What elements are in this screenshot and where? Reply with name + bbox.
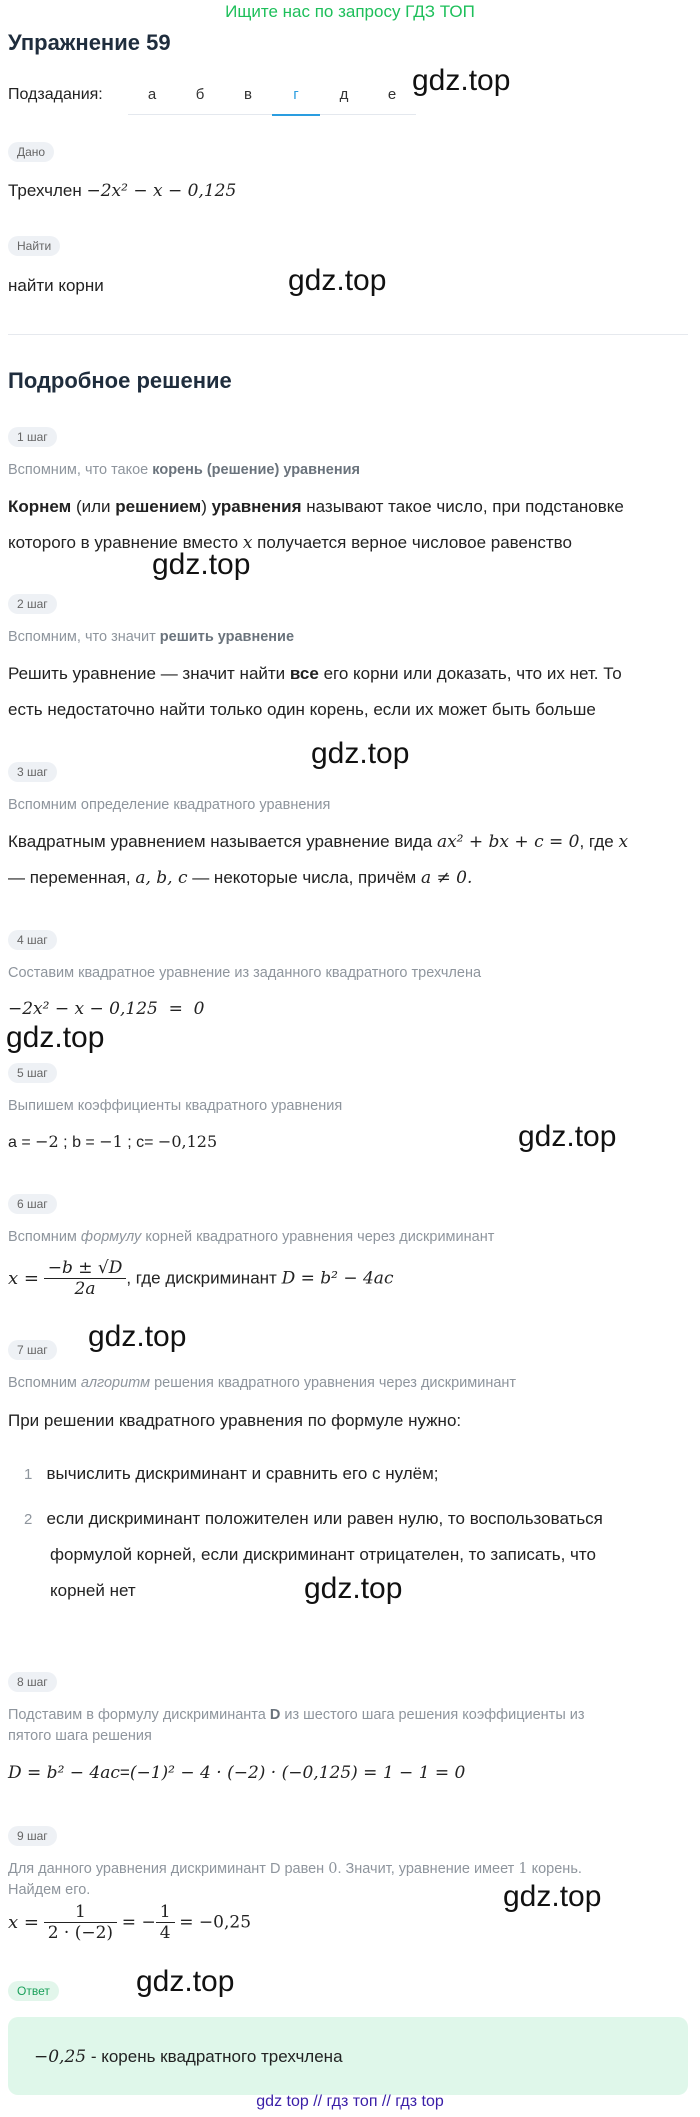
step-pill: 3 шаг — [8, 762, 57, 782]
given-text: Трехчлен −2x² − x − 0,125 — [8, 181, 237, 201]
watermark: gdz.top — [288, 264, 387, 297]
step-hint: Вспомним формулу корней квадратного уравнения через дискриминант — [8, 1229, 495, 1245]
find-pill: Найти — [8, 236, 60, 256]
step-hint: Для данного уравнения дискриминант D равен 0. Значит, уравнение имеет 1 корень. — [8, 1861, 582, 1877]
watermark: gdz.top — [412, 64, 511, 97]
footer-links[interactable]: gdz top // гдз топ // гдз top — [256, 2093, 444, 2110]
step-text: которого в уравнение вместо x получается верное числовое равенство — [8, 533, 572, 553]
step-text: Квадратным уравнением называется уравнение вида ax² + bx + c = 0, где x — [8, 832, 629, 852]
step-hint: Вспомним, что значит решить уравнение — [8, 629, 295, 645]
list-item: 1 вычислить дискриминант и сравнить его с нулём; — [24, 1464, 439, 1483]
subtask-tab-d[interactable]: д — [320, 76, 368, 115]
page-title: Упражнение 59 — [8, 30, 171, 55]
step-text: При решении квадратного уравнения по формуле нужно: — [8, 1411, 462, 1430]
step-text: — переменная, a, b, c — некоторые числа, причём a ≠ 0. — [8, 868, 473, 888]
step-text: есть недостаточно найти только один корень, если их может быть больше — [8, 700, 596, 719]
watermark: gdz.top — [88, 1320, 187, 1353]
subtask-tab-g[interactable]: г — [272, 76, 320, 116]
answer-pill: Ответ — [8, 1981, 59, 2001]
step-hint: Составим квадратное уравнение из заданного квадратного трехчлена — [8, 965, 482, 981]
step-pill: 1 шаг — [8, 427, 57, 447]
step-text: Решить уравнение — значит найти все его корни или доказать, что их нет. То — [8, 664, 622, 683]
watermark: gdz.top — [6, 1021, 105, 1054]
list-item-line: формулой корней, если дискриминант отрицателен, то записать, что — [50, 1545, 596, 1564]
given-pill: Дано — [8, 142, 54, 162]
discriminant-calc: D = b² − 4ac=(−1)² − 4 · (−2) · (−0,125) = 1 − 1 = 0 — [8, 1763, 466, 1783]
subtask-tabs — [128, 76, 416, 116]
step-hint: Подставим в формулу дискриминанта D из шестого шага решения коэффициенты из — [8, 1707, 585, 1723]
step-pill: 2 шаг — [8, 594, 57, 614]
step-hint: Вспомним определение квадратного уравнения — [8, 797, 331, 813]
step-pill: 4 шаг — [8, 930, 57, 950]
step-pill: 9 шаг — [8, 1826, 57, 1846]
subtask-tab-e[interactable]: е — [368, 76, 416, 115]
answer-text: −0,25 - корень квадратного трехчлена — [34, 2047, 343, 2067]
promo-banner[interactable]: Ищите нас по запросу ГДЗ ТОП — [225, 2, 475, 21]
coefficients: a = −2 ; b = −1 ; c= −0,125 — [8, 1132, 218, 1151]
watermark: gdz.top — [311, 737, 410, 770]
list-item: 2 если дискриминант положителен или равен нулю, то воспользоваться — [24, 1509, 603, 1528]
step-pill: 7 шаг — [8, 1340, 57, 1360]
root-formula: x = $\frac{-b \pm √D}{2a}$ , где дискриминант D = b² − 4ac — [8, 1258, 394, 1299]
subtasks-label: Подзадания: — [8, 86, 103, 103]
solution-title: Подробное решение — [8, 368, 232, 393]
divider — [8, 334, 688, 335]
watermark: gdz.top — [136, 1965, 235, 1998]
find-text: найти корни — [8, 276, 104, 295]
list-item-line: корней нет — [50, 1581, 136, 1600]
step-hint: Вспомним, что такое корень (решение) уравнения — [8, 462, 360, 478]
subtask-tab-b[interactable]: б — [176, 76, 224, 115]
step-hint: Вспомним алгоритм решения квадратного уравнения через дискриминант — [8, 1375, 517, 1391]
watermark: gdz.top — [152, 548, 251, 581]
step-hint: Найдем его. — [8, 1882, 91, 1898]
trinomial-expr: −2x² − x − 0,125 — [86, 181, 237, 201]
watermark: gdz.top — [503, 1880, 602, 1913]
step-pill: 5 шаг — [8, 1063, 57, 1083]
equation: −2x² − x − 0,125 = 0 — [8, 999, 205, 1019]
step-pill: 6 шаг — [8, 1194, 57, 1214]
subtask-tab-v[interactable]: в — [224, 76, 272, 115]
step-text: Корнем (или решением) уравнения называют такое число, при подстановке — [8, 497, 624, 516]
watermark: gdz.top — [518, 1120, 617, 1153]
step-hint: Выпишем коэффициенты квадратного уравнения — [8, 1098, 343, 1114]
subtask-tab-a[interactable]: а — [128, 76, 176, 115]
root-calc: x = $\frac{1}{2 \cdot (-2)}$ = − $\frac{1}{4}$ = −0,25 — [8, 1902, 252, 1943]
step-hint: пятого шага решения — [8, 1728, 152, 1744]
watermark: gdz.top — [304, 1572, 403, 1605]
step-pill: 8 шаг — [8, 1672, 57, 1692]
